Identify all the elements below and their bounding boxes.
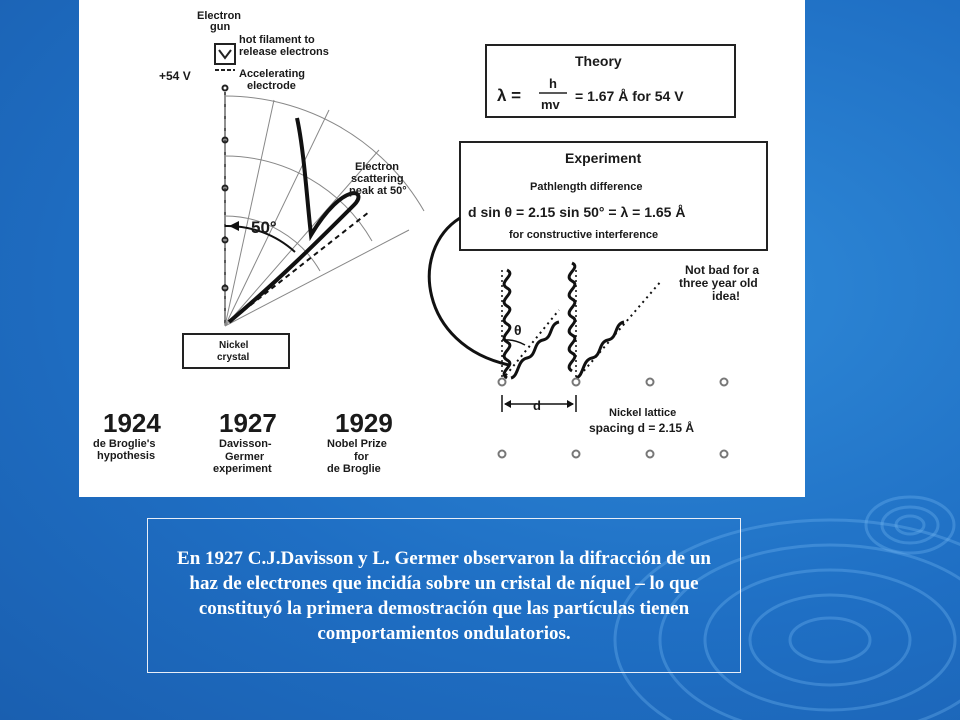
timeline-text: de Broglie's <box>93 438 156 450</box>
experiment-equation: d sin θ = 2.15 sin 50° = λ = 1.65 Å <box>468 204 686 220</box>
lattice-label-2: spacing d = 2.15 Å <box>589 421 695 435</box>
crystal-label: Nickel <box>219 340 249 351</box>
angle-label: 50° <box>251 218 277 237</box>
detector-arcs <box>225 96 424 326</box>
notbad-label-2: three year old <box>679 276 758 290</box>
filament-icon <box>219 50 231 58</box>
davisson-germer-figure <box>79 0 805 497</box>
incident-wave-2 <box>569 263 575 371</box>
scatter-label-3: peak at 50° <box>349 185 407 197</box>
timeline-text: hypothesis <box>97 450 156 462</box>
timeline-text: experiment <box>213 463 272 475</box>
theory-numerator: h <box>549 76 557 91</box>
notbad-label: Not bad for a <box>685 263 759 277</box>
scatter-label: Electron <box>355 161 400 173</box>
diagram-svg <box>79 0 805 497</box>
filament-label: hot filament to <box>239 34 315 46</box>
experiment-title: Experiment <box>565 150 642 166</box>
timeline-year: 1924 <box>103 408 161 438</box>
timeline-text: Davisson- <box>219 438 272 450</box>
gun-label-2: gun <box>210 21 231 33</box>
crystal-label-2: crystal <box>217 352 250 363</box>
theory-title: Theory <box>575 53 622 69</box>
scattered-wave-2 <box>576 322 624 378</box>
experiment-subtitle: Pathlength difference <box>530 181 643 193</box>
timeline-text: Nobel Prize <box>327 438 387 450</box>
theta-label: θ <box>514 322 522 338</box>
theory-denominator: mv <box>541 97 560 112</box>
scatter-label-2: scattering <box>351 173 404 185</box>
timeline-year: 1927 <box>219 408 277 438</box>
voltage-label: +54 V <box>159 69 191 83</box>
gun-box <box>215 44 235 64</box>
accel-label-2: electrode <box>247 80 296 92</box>
timeline-year: 1929 <box>335 408 393 438</box>
timeline-text: for <box>354 451 369 463</box>
timeline <box>93 408 393 475</box>
caption-box <box>147 518 741 673</box>
filament-label-2: release electrons <box>239 46 329 58</box>
d-label: d <box>533 398 541 413</box>
accel-label: Accelerating <box>239 68 306 80</box>
timeline-text: Germer <box>225 451 265 463</box>
experiment-note: for constructive interference <box>509 229 659 241</box>
notbad-label-3: idea! <box>712 289 741 303</box>
caption-text: En 1927 C.J.Davisson y L. Germer observaron la difracción de un haz de electrones que incidía sobre un cristal de níquel – lo que constituyó la primera demostración que las partículas tienen comportamientos ondulatorios. <box>177 547 711 644</box>
gun-label: Electron <box>197 10 242 22</box>
angle-arrow <box>229 221 239 231</box>
scatter-dotted-2 <box>576 280 662 380</box>
theory-lambda: λ = <box>497 86 522 105</box>
incident-wave-1 <box>504 270 510 378</box>
lattice-label: Nickel lattice <box>609 407 677 419</box>
timeline-text: de Broglie <box>327 463 381 475</box>
theory-result: = 1.67 Å for 54 V <box>575 88 684 104</box>
